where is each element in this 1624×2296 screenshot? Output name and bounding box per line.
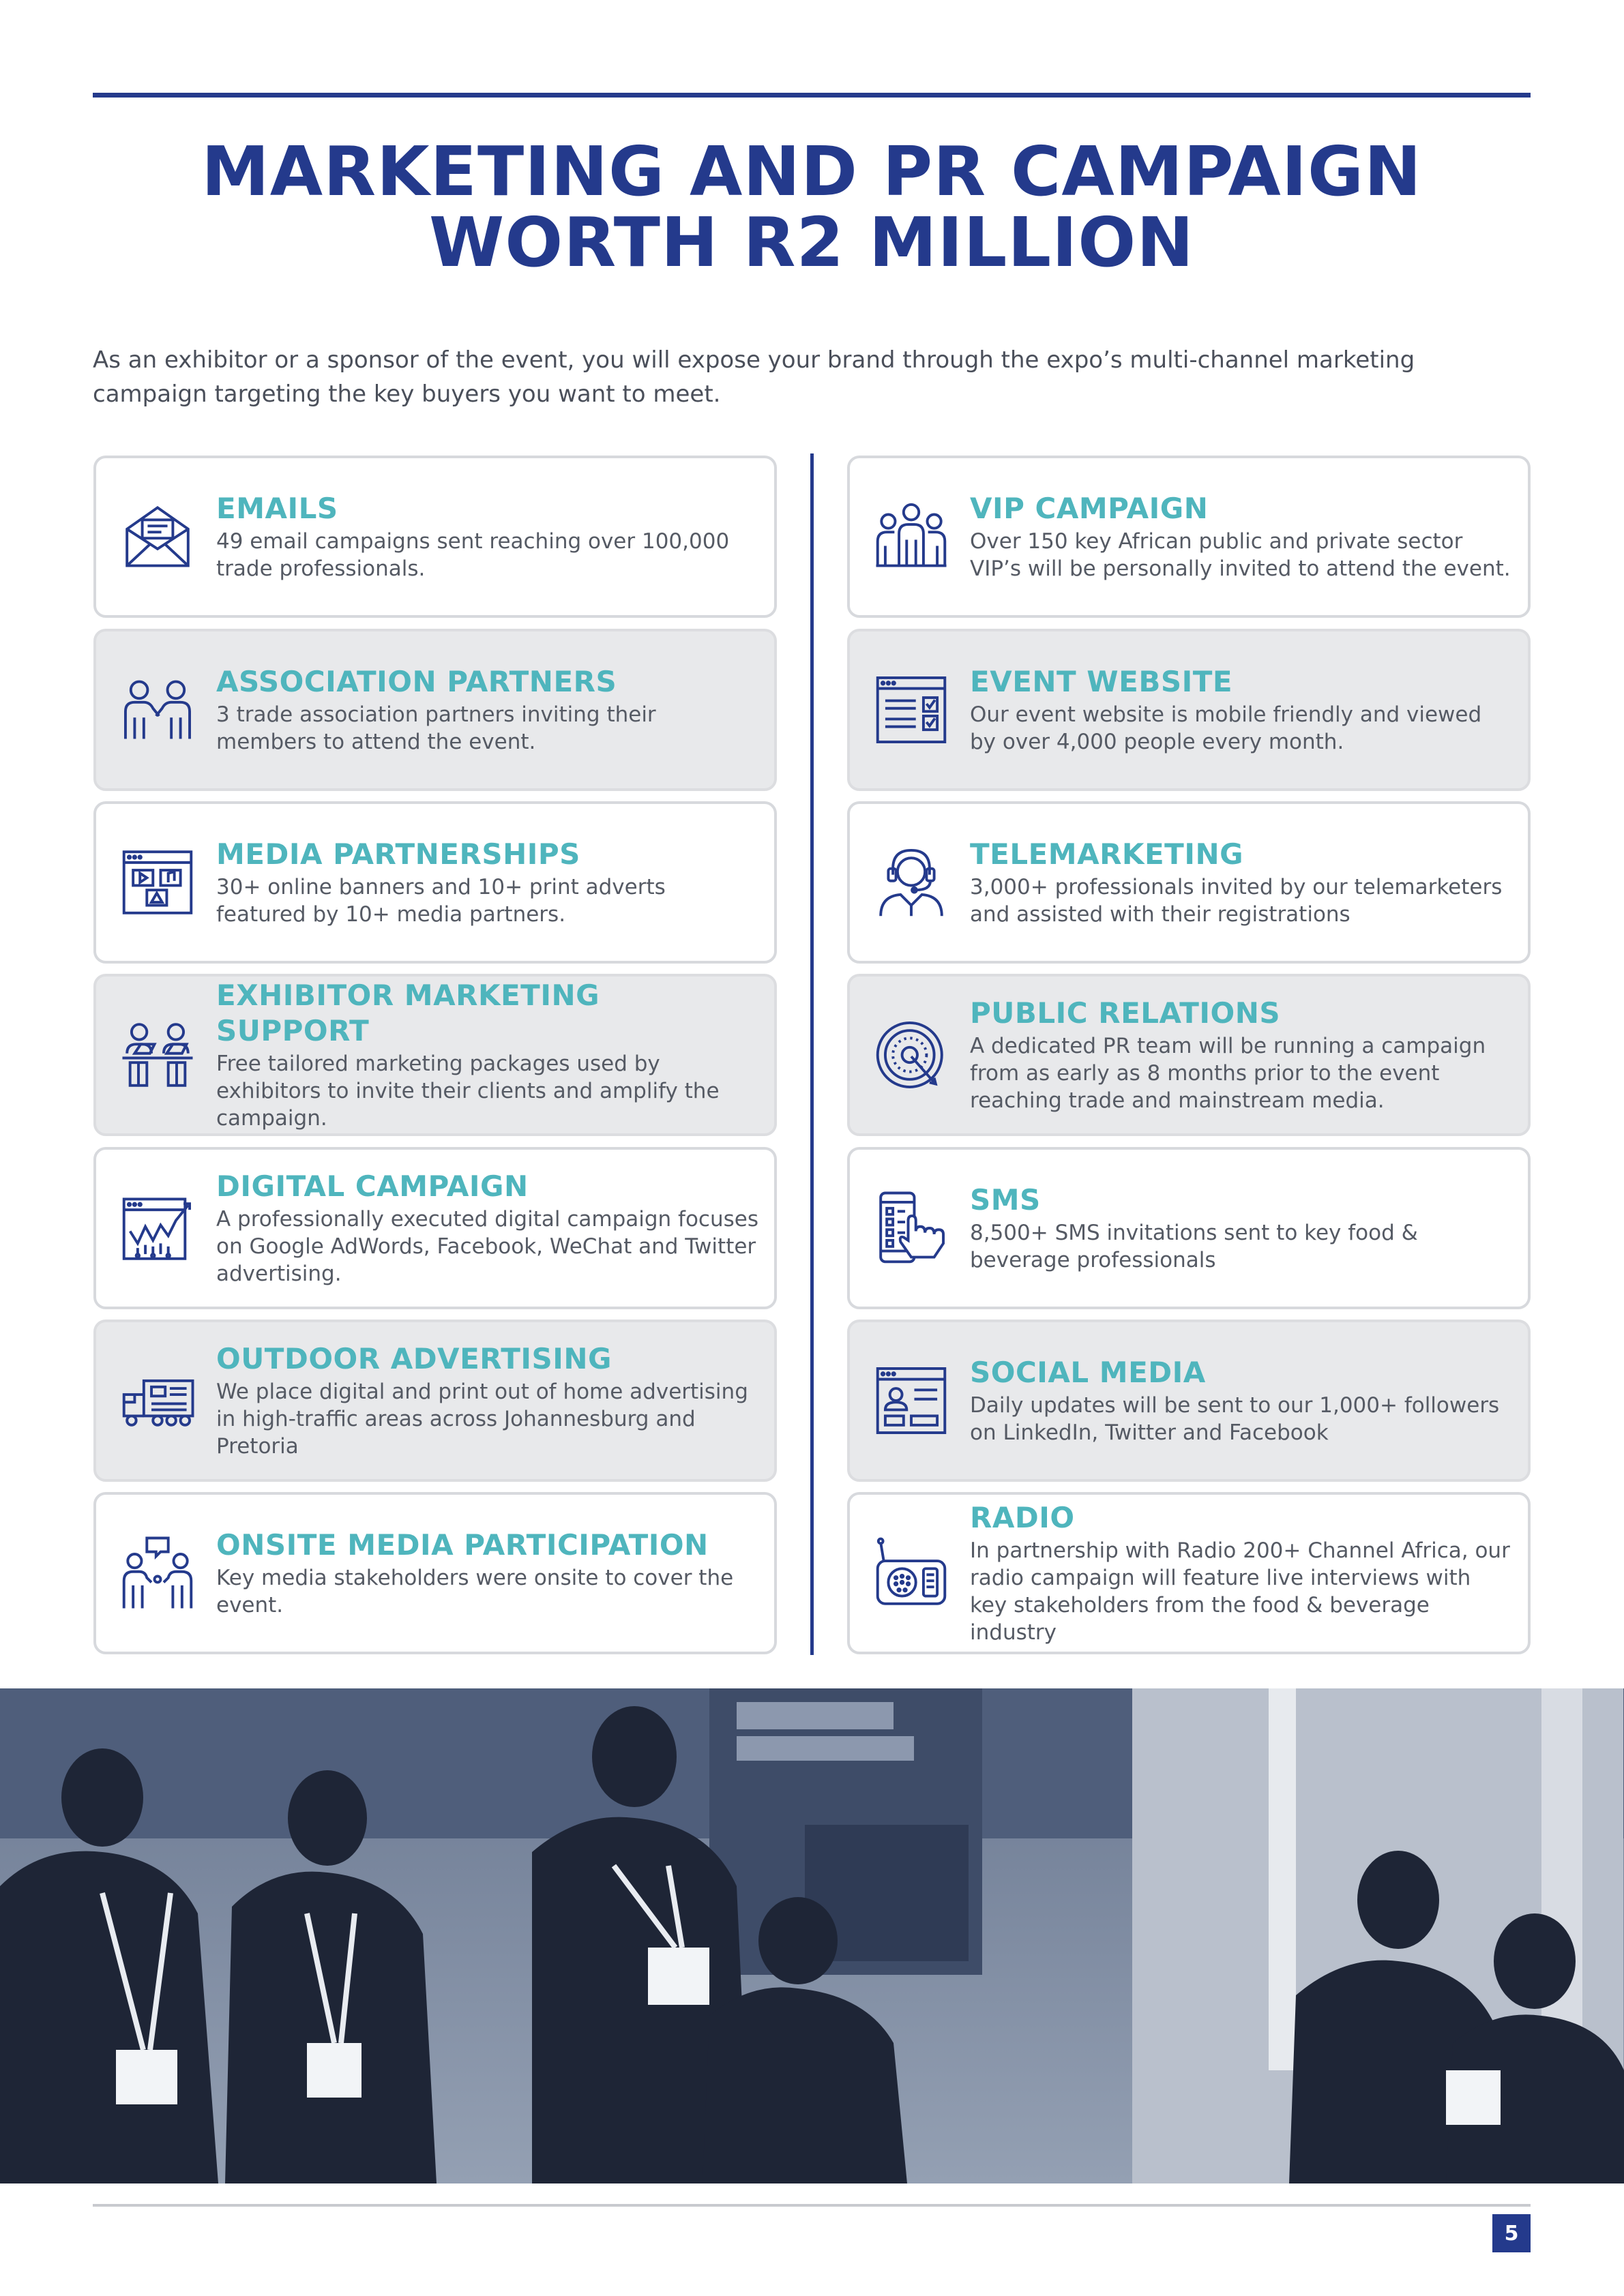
- card-title: MEDIA PARTNERSHIPS: [216, 837, 580, 871]
- photo-illustration: [0, 1688, 1624, 2183]
- card-text: A dedicated PR team will be running a campaign from as early as 8 months prior to the event reaching trade and mainstream media.: [970, 1034, 1486, 1113]
- card-text: Over 150 key African public and private sector VIP’s will be personally invited to attend the event.: [970, 529, 1511, 581]
- card-digital-campaign: [93, 1147, 777, 1309]
- card-text: 8,500+ SMS invitations sent to key food & beverage professionals: [970, 1221, 1418, 1272]
- card-text: 49 email campaigns sent reaching over 100,000 trade professionals.: [216, 529, 730, 581]
- card-public-relations: [847, 974, 1531, 1136]
- card-text: A professionally executed digital campaign focuses on Google AdWords, Facebook, WeChat and Twitter advertising.: [216, 1207, 758, 1286]
- card-title: VIP CAMPAIGN: [970, 492, 1209, 525]
- page-number: 5: [1492, 2214, 1531, 2252]
- card-sms: [847, 1147, 1531, 1309]
- card-title: PUBLIC RELATIONS: [970, 996, 1281, 1030]
- card-radio: [847, 1492, 1531, 1654]
- card-media-partnerships: [93, 801, 777, 964]
- interview-people-icon: [119, 1535, 196, 1611]
- phone-touch-icon: [873, 1190, 949, 1266]
- card-title: RADIO: [970, 1501, 1075, 1534]
- truck-billboard-icon: [119, 1362, 196, 1439]
- card-title: OUTDOOR ADVERTISING: [216, 1342, 612, 1375]
- card-title: EVENT WEBSITE: [970, 665, 1233, 698]
- card-title: SMS: [970, 1183, 1041, 1217]
- card-emails: [93, 456, 777, 618]
- page-title-line-1: MARKETING AND PR CAMPAIGN: [201, 132, 1422, 211]
- top-rule: [93, 93, 1531, 98]
- card-text: Free tailored marketing packages used by exhibitors to invite their clients and amplify the campaign.: [216, 1052, 720, 1131]
- card-text: Our event website is mobile friendly and viewed by over 4,000 people every month.: [970, 702, 1482, 754]
- card-onsite-media-participation: [93, 1492, 777, 1654]
- headset-agent-icon: [873, 844, 949, 921]
- card-title: EXHIBITOR MARKETING SUPPORT: [216, 979, 600, 1047]
- card-text: Daily updates will be sent to our 1,000+ followers on LinkedIn, Twitter and Facebook: [970, 1393, 1500, 1445]
- card-title: EMAILS: [216, 492, 338, 525]
- card-outdoor-advertising: [93, 1320, 777, 1482]
- card-exhibitor-marketing-support: [93, 974, 777, 1136]
- media-window-icon: [119, 844, 196, 921]
- card-title: ONSITE MEDIA PARTICIPATION: [216, 1528, 709, 1562]
- analytics-window-icon: [119, 1190, 196, 1266]
- card-text: In partnership with Radio 200+ Channel Africa, our radio campaign will feature live interviews with key stakeholders from the food & beverage industry: [970, 1538, 1510, 1645]
- vip-group-icon: [873, 498, 949, 575]
- envelope-icon: [119, 498, 196, 575]
- card-text: 30+ online banners and 10+ print adverts featured by 10+ media partners.: [216, 875, 666, 927]
- card-event-website: [847, 629, 1531, 791]
- card-title: ASSOCIATION PARTNERS: [216, 665, 617, 698]
- handshake-people-icon: [119, 672, 196, 748]
- page-title-line-2: WORTH R2 MILLION: [428, 203, 1194, 282]
- card-title: TELEMARKETING: [970, 837, 1244, 871]
- card-title: SOCIAL MEDIA: [970, 1356, 1206, 1389]
- profile-window-icon: [873, 1362, 949, 1439]
- bottom-rule: [93, 2204, 1531, 2207]
- target-icon: [873, 1017, 949, 1093]
- card-telemarketing: [847, 801, 1531, 964]
- card-text: 3,000+ professionals invited by our telemarketers and assisted with their registrations: [970, 875, 1503, 927]
- website-checklist-icon: [873, 672, 949, 748]
- intro-paragraph: As an exhibitor or a sponsor of the event, you will expose your brand through the expo’s multi-channel marketing campaign targeting the key buyers you want to meet.: [93, 346, 1415, 408]
- card-vip-campaign: [847, 456, 1531, 618]
- page-title: [93, 132, 1531, 282]
- radio-icon: [873, 1535, 949, 1611]
- card-social-media: [847, 1320, 1531, 1482]
- card-text: Key media stakeholders were onsite to cover the event.: [216, 1566, 734, 1617]
- people-laptops-icon: [119, 1017, 196, 1093]
- card-title: DIGITAL CAMPAIGN: [216, 1169, 529, 1203]
- expo-visitors-photo: [0, 1688, 1624, 2183]
- card-text: 3 trade association partners inviting their members to attend the event.: [216, 702, 656, 754]
- card-text: We place digital and print out of home advertising in high-traffic areas across Johannesburg and Pretoria: [216, 1380, 748, 1459]
- card-association-partners: [93, 629, 777, 791]
- column-divider: [810, 453, 814, 1655]
